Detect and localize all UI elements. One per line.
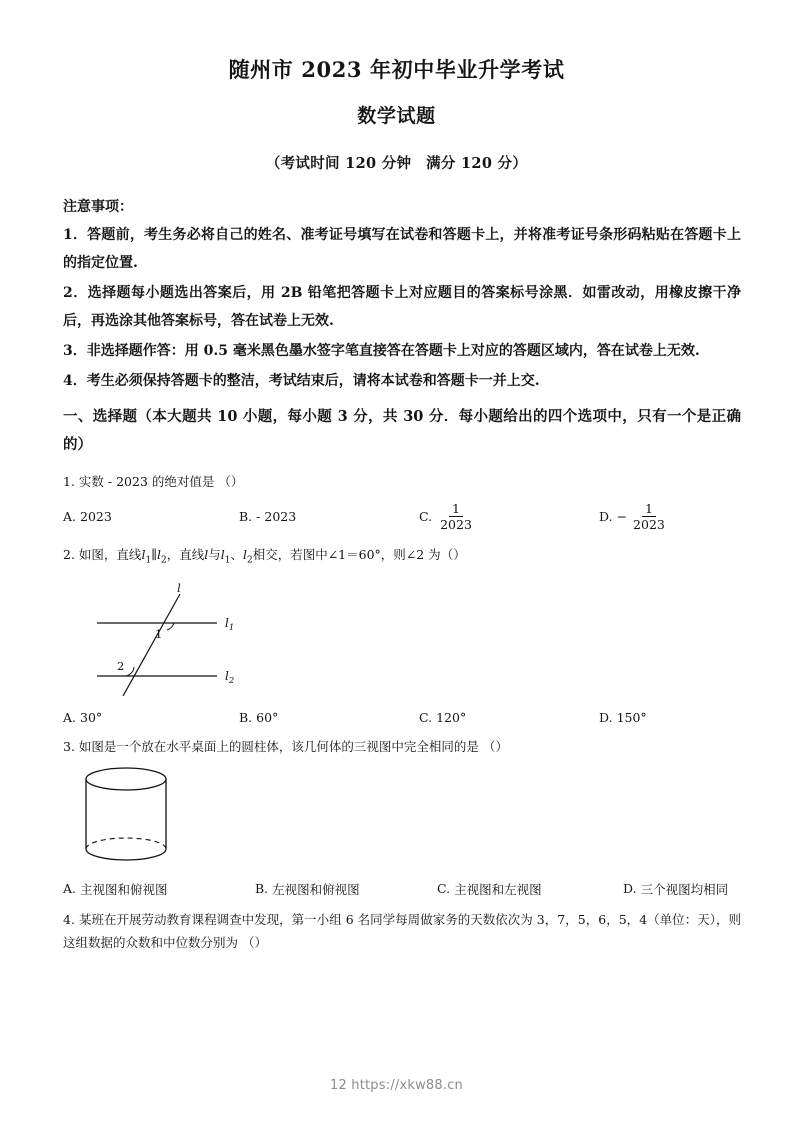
option-label: C. — [437, 881, 451, 897]
question-2-number: 2. — [63, 547, 75, 563]
question-1-option-a[interactable] — [63, 509, 239, 524]
fraction-one-over-2023 — [437, 502, 475, 531]
line-l4-var: l — [242, 547, 247, 563]
cylinder-top-ellipse — [86, 768, 166, 790]
question-1-option-b[interactable] — [239, 509, 419, 524]
line-l3-sub: 1 — [224, 555, 231, 566]
line-l1-sub: 1 — [145, 555, 152, 566]
transversal-label: l — [177, 580, 181, 595]
option-text: 三个视图均相同 — [640, 881, 729, 897]
question-1-stem — [63, 470, 741, 494]
line-l4-sub: 2 — [246, 555, 253, 566]
fraction-denominator: 2023 — [440, 516, 472, 532]
question-2-options — [63, 710, 741, 725]
question-1-options — [63, 499, 741, 533]
option-label: D. — [599, 508, 613, 524]
question-3-text: 如图是一个放在水平桌面上的圆柱体，该几何体的三视图中完全相同的是 — [78, 738, 479, 754]
question-1-option-c[interactable] — [419, 502, 599, 531]
notice-item-4: 4．考生必须保持答题卡的整洁，考试结束后，请将本试卷和答题卡一并上交. — [63, 373, 540, 390]
notice-item-1: 1．答题前，考生务必将自己的姓名、准考证号填写在试卷和答题卡上，并将准考证号条形码粘贴在答题卡上的指定位置. — [63, 227, 741, 272]
line-l1-var: l — [141, 547, 146, 563]
angle-1-arc — [167, 623, 174, 630]
option-text: 120° — [436, 709, 467, 725]
question-3-option-c[interactable] — [437, 880, 623, 898]
option-label: B. — [239, 709, 253, 725]
parallel-lines-svg — [85, 578, 335, 698]
option-label: D. — [623, 881, 637, 897]
fraction-neg-one-over-2023 — [630, 502, 668, 531]
line-l2-var: l — [156, 547, 161, 563]
option-label: A. — [63, 881, 77, 897]
cylinder-bottom-front-arc — [86, 849, 166, 860]
question-1-text: 实数 - 2023 的绝对值是 — [78, 473, 215, 489]
question-3-option-d[interactable] — [623, 880, 728, 898]
notice-item-3: 3．非选择题作答：用 0.5 毫米黑色墨水签字笔直接答在答题卡上对应的答题区域内，答在试卷上无效. — [63, 343, 700, 360]
question-2-option-d[interactable] — [599, 710, 647, 725]
question-2-stem — [63, 543, 741, 570]
question-3-answer-blank[interactable] — [483, 735, 517, 759]
fraction-numerator: 1 — [449, 502, 463, 517]
line-l2-label: $l_2$ — [225, 668, 235, 686]
option-label: B. — [239, 508, 253, 524]
angle-1-label: 1 — [155, 626, 163, 641]
question-2-text-part5: 相交，若图中∠1＝60°，则∠2 为 — [252, 547, 441, 563]
section-heading-choice: 一、选择题（本大题共 10 小题，每小题 3 分，共 30 分．每小题给出的四个选项中，只有一个是正确的） — [63, 408, 741, 454]
question-3-stem — [63, 735, 741, 759]
question-3-option-b[interactable] — [255, 880, 437, 898]
parallel-lines-figure — [85, 578, 335, 698]
question-4-stem — [63, 908, 741, 956]
question-1-answer-blank[interactable] — [218, 470, 252, 494]
option-text: 左视图和俯视图 — [272, 881, 360, 897]
question-2-answer-blank[interactable] — [441, 543, 475, 567]
question-2-option-b[interactable] — [239, 710, 419, 725]
question-2-text-part2: ，直线 — [166, 547, 205, 563]
page-title: 随州市 2023 年初中毕业升学考试 — [228, 57, 565, 82]
question-3-options — [63, 880, 741, 898]
question-3-number: 3. — [63, 738, 75, 754]
option-label: D. — [599, 709, 613, 725]
footer-watermark: 12 https://xkw88.cn — [330, 1078, 463, 1093]
cylinder-bottom-back-arc — [86, 838, 166, 849]
option-text: 60° — [256, 709, 279, 725]
transversal-line-stroke — [123, 594, 180, 696]
fraction-numerator: 1 — [642, 502, 656, 517]
question-4-answer-blank[interactable] — [242, 931, 276, 955]
parallel-symbol: ∥ — [151, 547, 157, 563]
notice-heading: 注意事项： — [63, 199, 133, 216]
minus-sign: − — [616, 508, 628, 524]
question-1-option-d[interactable] — [599, 502, 669, 531]
exam-meta: （考试时间 120 分钟 满分 120 分） — [265, 155, 528, 173]
option-text: 主视图和俯视图 — [80, 881, 168, 897]
line-l3-var: l — [220, 547, 225, 563]
angle-2-label: 2 — [117, 658, 125, 673]
line-l1-label: $l_1$ — [225, 615, 235, 633]
option-text: 2023 — [80, 508, 112, 524]
question-2-text-part4: 、 — [230, 547, 243, 563]
question-2-option-a[interactable] — [63, 710, 239, 725]
option-label: C. — [419, 709, 433, 725]
cylinder-figure — [71, 763, 231, 868]
angle-2-arc — [126, 667, 134, 676]
question-2-text-part3: 与 — [208, 547, 221, 563]
option-text: 主视图和左视图 — [454, 881, 542, 897]
option-text: - 2023 — [256, 508, 297, 524]
question-2-text-part1: 如图，直线 — [78, 547, 142, 563]
line-l2-sub: 2 — [160, 555, 167, 566]
cylinder-svg — [71, 763, 231, 868]
option-label: C. — [419, 508, 433, 524]
question-4-text: 某班在开展劳动教育课程调查中发现，第一小组 6 名同学每周做家务的天数依次为 3，7，5，6，5，4（单位：天），则这组数据的众数和中位数分别为 — [63, 911, 742, 951]
question-3-option-a[interactable] — [63, 880, 255, 898]
option-label: A. — [63, 508, 77, 524]
question-2-option-c[interactable] — [419, 710, 599, 725]
option-label: B. — [255, 881, 269, 897]
page-subtitle: 数学试题 — [357, 105, 436, 128]
title-block — [0, 0, 793, 173]
question-4-number: 4. — [63, 911, 75, 927]
option-text: 30° — [80, 709, 103, 725]
fraction-denominator: 2023 — [633, 516, 665, 532]
question-1-number: 1. — [63, 473, 75, 489]
notice-item-2: 2．选择题每小题选出答案后，用 2B 铅笔把答题卡上对应题目的答案标号涂黑．如雷改动，用橡皮擦干净后，再选涂其他答案标号，答在试卷上无效. — [63, 285, 741, 330]
option-label: A. — [63, 709, 77, 725]
option-text: 150° — [616, 709, 647, 725]
document-content — [0, 197, 793, 955]
line-l-var: l — [204, 547, 209, 563]
